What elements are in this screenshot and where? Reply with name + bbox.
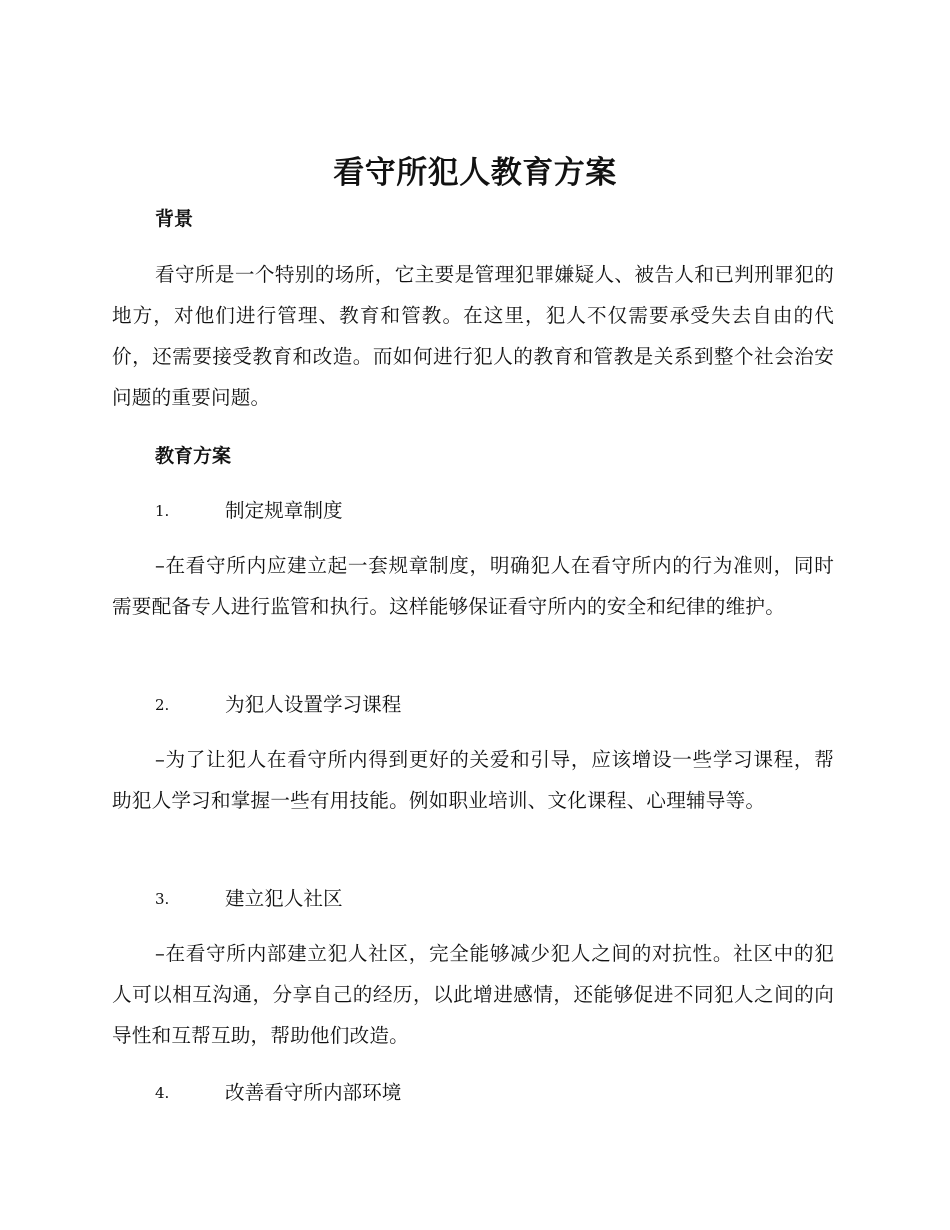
list-item: [155, 1078, 401, 1108]
item-description: –为了让犯人在看守所内得到更好的关爱和引导，应该增设一些学习课程，帮助犯人学习和掌握一些有用技能。例如职业培训、文化课程、心理辅导等。: [112, 748, 834, 812]
section-heading-background: 背景: [155, 208, 194, 230]
item-number: 3.: [155, 890, 170, 908]
item-title: 改善看守所内部环境: [225, 1081, 402, 1104]
list-item: [155, 884, 343, 914]
item-title: 建立犯人社区: [225, 887, 343, 910]
item-description: –在看守所内应建立起一套规章制度，明确犯人在看守所内的行为准则，同时需要配备专人进行监管和执行。这样能够保证看守所内的安全和纪律的维护。: [112, 554, 834, 618]
list-item: [155, 690, 401, 720]
list-item: [155, 496, 343, 526]
item-number: 4.: [155, 1084, 170, 1102]
background-paragraph: 看守所是一个特别的场所，它主要是管理犯罪嫌疑人、被告人和已判刑罪犯的地方，对他们进行管理、教育和管教。在这里，犯人不仅需要承受失去自由的代价，还需要接受教育和改造。而如何进行犯人的教育和管教是关系到整个社会治安问题的重要问题。: [112, 263, 834, 409]
document-title: 看守所犯人教育方案: [333, 155, 617, 191]
item-description: –在看守所内部建立犯人社区，完全能够减少犯人之间的对抗性。社区中的犯人可以相互沟通，分享自己的经历，以此增进感情，还能够促进不同犯人之间的向导性和互帮互助，帮助他们改造。: [112, 942, 834, 1047]
item-title: 为犯人设置学习课程: [225, 693, 402, 716]
item-title: 制定规章制度: [225, 499, 343, 522]
item-number: 2.: [155, 696, 170, 714]
section-heading-education-plan: 教育方案: [155, 445, 232, 467]
item-number: 1.: [155, 502, 170, 520]
